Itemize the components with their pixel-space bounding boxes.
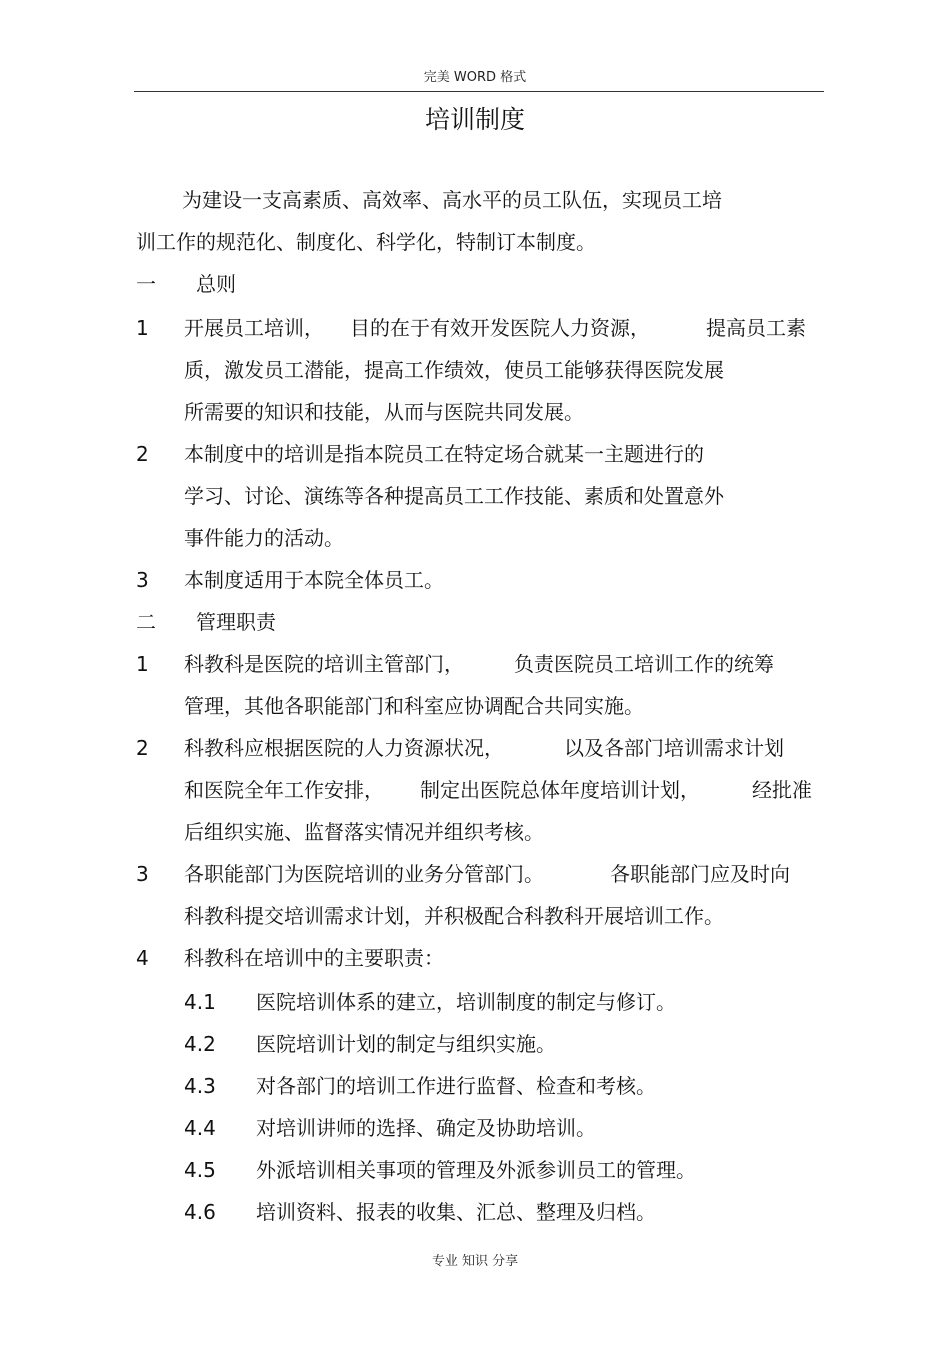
page-header: 完美 WORD 格式 xyxy=(423,70,527,85)
subitem-number: 4.4 xyxy=(184,1116,216,1140)
s1-item-1-line-2: 质，激发员工潜能，提高工作绩效，使员工能够获得医院发展 xyxy=(184,358,724,382)
subitem-text: 医院培训计划的制定与组织实施。 xyxy=(256,1032,556,1056)
s1-item-1-number: 1 xyxy=(136,316,149,340)
s2-item-3-number: 3 xyxy=(136,862,149,886)
document-title: 培训制度 xyxy=(424,105,525,134)
s2-item-4-line-1: 科教科在培训中的主要职责： xyxy=(184,946,444,970)
s2-item-3-line-1b: 各职能部门应及时向 xyxy=(610,862,790,886)
subitem-number: 4.1 xyxy=(184,990,216,1014)
s1-item-2-line-1: 本制度中的培训是指本院员工在特定场合就某一主题进行的 xyxy=(184,442,704,466)
subitem-number: 4.3 xyxy=(184,1074,216,1098)
s2-item-1-line-1b: 负责医院员工培训工作的统筹 xyxy=(514,652,774,676)
s2-item-3-line-2: 科教科提交培训需求计划，并积极配合科教科开展培训工作。 xyxy=(184,904,724,928)
s1-item-2-line-3: 事件能力的活动。 xyxy=(184,526,344,550)
subitem-text: 对各部门的培训工作进行监督、检查和考核。 xyxy=(256,1074,656,1098)
s2-item-1-line-1a: 科教科是医院的培训主管部门， xyxy=(184,652,464,676)
s2-item-2-line-3: 后组织实施、监督落实情况并组织考核。 xyxy=(184,820,544,844)
s2-item-2-line-2b: 制定出医院总体年度培训计划， xyxy=(420,778,700,802)
s1-item-1-line-3: 所需要的知识和技能，从而与医院共同发展。 xyxy=(184,400,584,424)
section-2-number: 二 xyxy=(136,610,156,634)
subitem-number: 4.2 xyxy=(184,1032,216,1056)
s2-item-2-line-2c: 经批准 xyxy=(752,778,812,802)
s1-item-3-number: 3 xyxy=(136,568,149,592)
header-divider xyxy=(134,91,824,92)
subitem-number: 4.6 xyxy=(184,1200,216,1224)
s2-item-1-line-2: 管理，其他各职能部门和科室应协调配合共同实施。 xyxy=(184,694,644,718)
section-1-number: 一 xyxy=(136,272,156,296)
subitem-text: 培训资料、报表的收集、汇总、整理及归档。 xyxy=(256,1200,656,1224)
s2-item-2-line-1b: 以及各部门培训需求计划 xyxy=(564,736,784,760)
s2-item-2-line-1a: 科教科应根据医院的人力资源状况， xyxy=(184,736,504,760)
s2-item-2-line-2a: 和医院全年工作安排， xyxy=(184,778,384,802)
intro-line-2: 训工作的规范化、制度化、科学化，特制订本制度。 xyxy=(136,230,596,254)
subitem-number: 4.5 xyxy=(184,1158,216,1182)
s2-item-1-number: 1 xyxy=(136,652,149,676)
s1-item-1-line-1a: 开展员工培训， xyxy=(184,316,324,340)
subitem-text: 外派培训相关事项的管理及外派参训员工的管理。 xyxy=(256,1158,696,1182)
s1-item-1-line-1b: 目的在于有效开发医院人力资源， xyxy=(350,316,650,340)
subitem-text: 对培训讲师的选择、确定及协助培训。 xyxy=(256,1116,596,1140)
s2-item-3-line-1a: 各职能部门为医院培训的业务分管部门。 xyxy=(184,862,544,886)
page-footer: 专业 知识 分享 xyxy=(431,1254,519,1269)
intro-line-1: 为建设一支高素质、高效率、高水平的员工队伍，实现员工培 xyxy=(182,188,722,212)
s1-item-3-line-1: 本制度适用于本院全体员工。 xyxy=(184,568,444,592)
section-1-heading: 总则 xyxy=(196,272,236,296)
s1-item-2-line-2: 学习、讨论、演练等各种提高员工工作技能、素质和处置意外 xyxy=(184,484,724,508)
s2-item-2-number: 2 xyxy=(136,736,149,760)
section-2-heading: 管理职责 xyxy=(196,610,276,634)
subitem-text: 医院培训体系的建立，培训制度的制定与修订。 xyxy=(256,990,676,1014)
s1-item-1-line-1c: 提高员工素 xyxy=(706,316,806,340)
s1-item-2-number: 2 xyxy=(136,442,149,466)
s2-item-4-number: 4 xyxy=(136,946,149,970)
